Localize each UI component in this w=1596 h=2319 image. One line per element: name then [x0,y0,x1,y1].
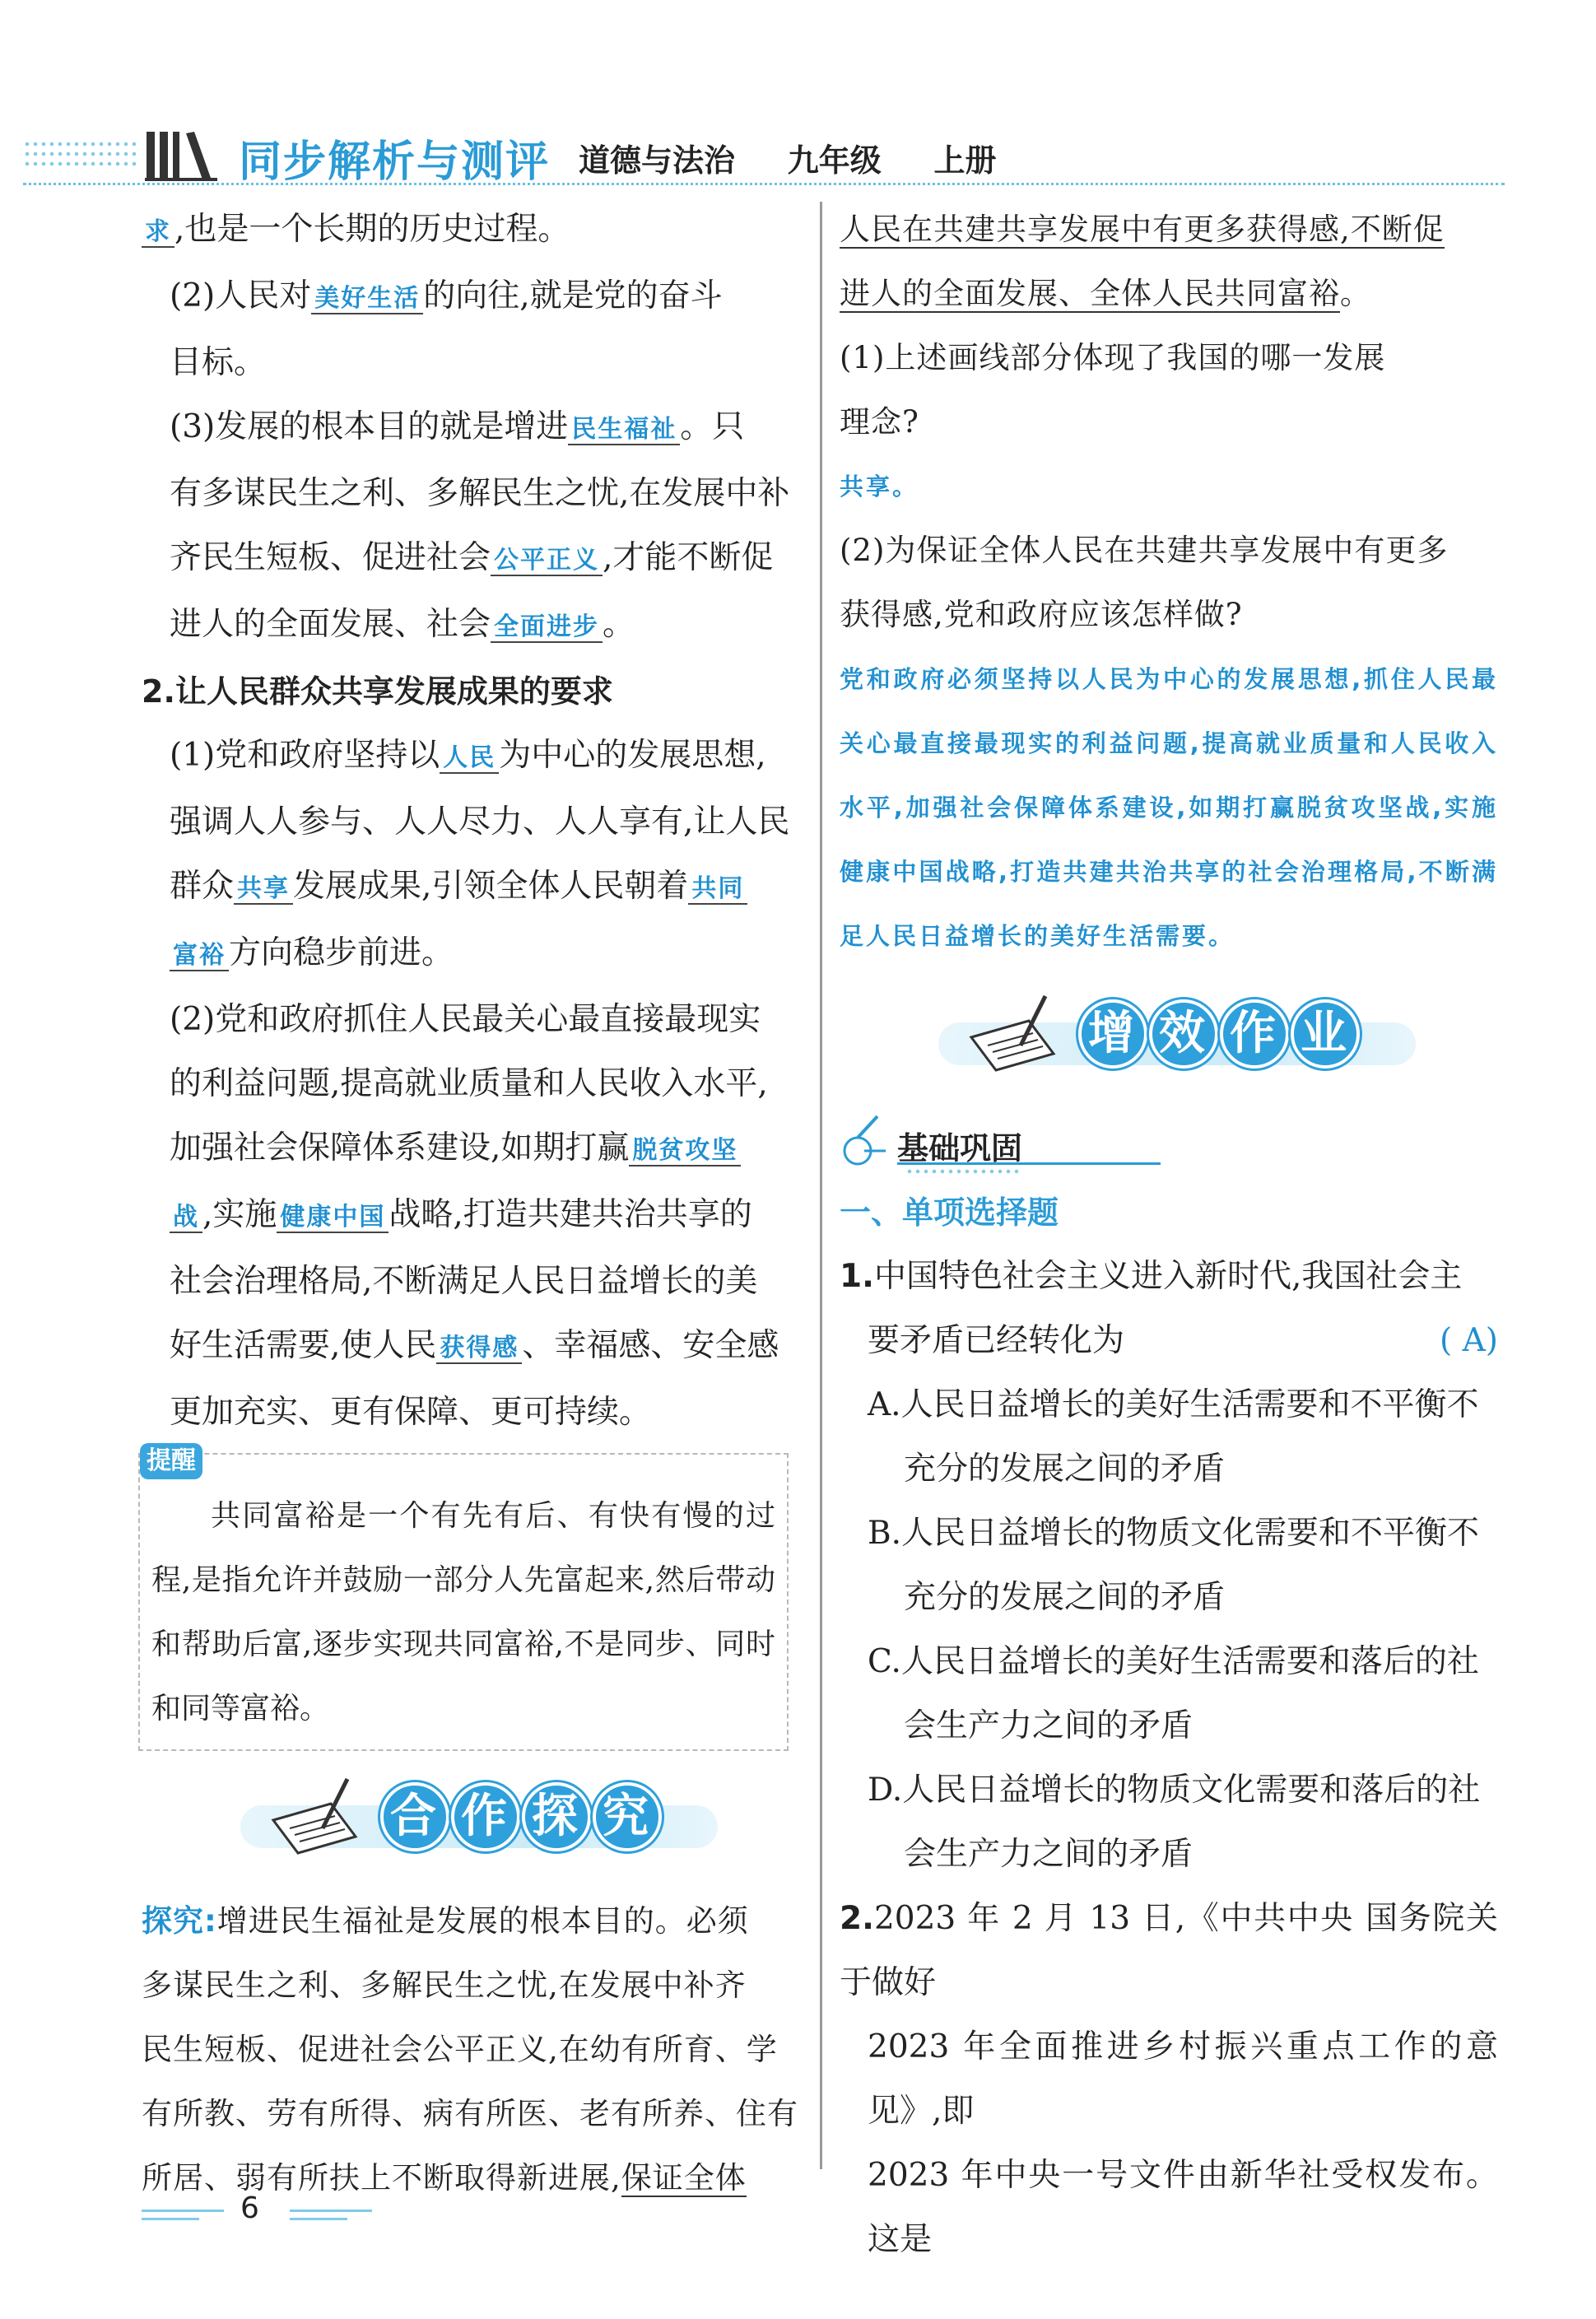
notebook-pen-icon [963,988,1062,1078]
tip-text: 共同富裕是一个有先有后、有快有慢的过程,是指允许并鼓励一部分人先富起来,然后带动和帮助后富,逐步实现共同富裕,不是同步、同时和同等富裕。 [151,1499,775,1725]
text: 群众 [170,868,235,905]
banner-char: 究 [593,1782,662,1851]
section-heading: 2.让人民群众共享发展成果的要求 [142,673,613,710]
text: 中国特色社会主义进入新时代,我国社会主 [873,1258,1463,1295]
banner-char: 合 [380,1782,449,1851]
text: 的向往,就是党的奋斗 [423,277,723,314]
text: 齐民生短板、促进社会 [170,539,491,576]
option-b-cont: 充分的发展之间的矛盾 [904,1579,1226,1616]
text-line: 的利益问题,提高就业质量和人民收入水平, [170,1065,768,1102]
homework-banner [840,980,1498,1095]
text: 增进民生福祉是发展的根本目的。必须 [216,1903,749,1939]
text: 。 [1340,276,1371,311]
tip-label: 提醒 [140,1443,202,1479]
blank-answer: 共同 [688,874,747,905]
explore-block [142,1889,800,2210]
text-line [142,1116,800,1183]
text-line: 多谋民生之利、多解民生之忧,在发展中补齐 [142,1967,747,2003]
page-footer [142,2191,389,2233]
text: 。只 [680,408,745,445]
tip-box [138,1446,789,1751]
text: 。 [603,606,635,643]
banner-title [1078,999,1361,1069]
cooperation-banner [142,1763,800,1878]
question-line [840,1309,1498,1373]
text: ,才能不断促 [603,539,774,576]
question-line: 2023 年全面推进乡村振兴重点工作的意见》,即 [868,2028,1498,2130]
section-rule [897,1162,1161,1165]
text-line: 强调人人参与、人人尽力、人人享有,让人民 [170,803,790,841]
option-a-cont: 充分的发展之间的矛盾 [904,1451,1226,1488]
header-dots [23,161,138,166]
page-number: 6 [240,2191,259,2225]
text: 要矛盾已经转化为 [868,1322,1125,1359]
header-subtitle [579,135,996,180]
right-column [840,198,1498,2272]
option-c: C.人民日益增长的美好生活需要和落后的社 [868,1643,1479,1680]
banner-char: 探 [522,1782,591,1851]
text-line [840,198,1498,262]
header-volume: 上册 [933,142,997,179]
question-line: 2023 年中央一号文件由新华社受权发布。这是 [868,2157,1498,2258]
text: 方向稳步前进。 [229,934,454,971]
question-line: 获得感,党和政府应该怎样做? [840,597,1243,632]
underlined-text: 保证全体 [621,2160,747,2196]
question-line [840,1245,1498,1309]
answer-text: 党和政府必须坚持以人民为中心的发展思想,抓住人民最关心最直接最现实的利益问题,提高就业质量和人民收入水平,加强社会保障体系建设,如期打赢脱贫攻坚战,实施健康中国战略,打造共建共治共享的社会治理格局,不断满足人民日益增长的美好生活需要。 [840,665,1498,950]
banner-char: 效 [1149,999,1218,1069]
page-header [23,123,1505,189]
text-line [142,854,800,921]
footer-rule [290,2218,347,2220]
blank-answer: 获得感 [436,1334,522,1364]
text: ,实施 [202,1196,277,1233]
text: 好生活需要,使人民 [170,1327,437,1364]
text-line [142,395,800,462]
question-number: 2. [840,1900,874,1937]
question-line: (2)为保证全体人民在共建共享发展中有更多 [840,533,1449,568]
text-line: 有所教、劳有所得、病有所医、老有所养、住有 [142,2096,798,2131]
text: 进人的全面发展、社会 [170,606,491,643]
footer-rule [290,2210,372,2212]
text: (1)党和政府坚持以 [170,737,440,774]
section-dots [905,1169,1021,1174]
banner-title [380,1782,663,1851]
text-line: 有多谋民生之利、多解民生之忧,在发展中补 [170,475,790,512]
explore-label: 探究: [142,1903,217,1939]
blank-answer: 富裕 [170,941,229,971]
section-tag [840,1106,1498,1180]
option-d: D.人民日益增长的物质文化需要和落后的社 [868,1772,1481,1809]
text: (3)发展的根本目的就是增进 [170,408,569,445]
subsection-heading: 一、单项选择题 [840,1194,1059,1231]
text: 加强社会保障体系建设,如期打赢 [170,1129,630,1166]
blank-answer: 民生福祉 [568,415,680,445]
answer-choice: ( A) [1440,1322,1498,1359]
left-column [142,198,800,2210]
text: 所居、弱有所扶上不断取得新进展, [142,2160,621,2196]
text-line [142,1183,800,1250]
banner-char: 增 [1078,999,1147,1069]
text-line [142,921,800,988]
question-line: 理念? [840,404,919,440]
column-divider [820,202,822,2169]
header-dots [23,142,138,147]
blank-answer: 公平正义 [491,546,603,576]
answer-text: 共享。 [840,473,919,501]
blank-answer: 健康中国 [277,1203,389,1233]
blank-answer: 全面进步 [491,612,603,643]
text: ,也是一个长期的历史过程。 [174,211,570,248]
text-line [142,1889,800,1953]
question-line [840,1887,1498,2015]
text-line: (2)党和政府抓住人民最关心最直接最现实 [170,1001,761,1038]
notebook-pen-icon [265,1771,364,1861]
text-line [840,262,1498,326]
footer-rule [142,2218,199,2220]
blank-answer: 人民 [440,743,499,774]
flask-icon [840,1111,889,1169]
header-title: 同步解析与测评 [239,137,551,187]
text-line [142,264,800,331]
text: 为中心的发展思想, [499,737,766,774]
option-d-cont: 会生产力之间的矛盾 [904,1836,1194,1873]
text-line [142,198,800,264]
text-line: 更加充实、更有保障、更可持续。 [170,1394,652,1431]
blank-answer: 共享 [234,874,293,905]
text-line: 民生短板、促进社会公平正义,在幼有所育、学 [142,2032,778,2067]
blank-answer: 美好生活 [311,284,423,314]
banner-char: 作 [451,1782,520,1851]
text: 战略,打造共建共治共享的 [389,1196,752,1233]
blank-answer: 脱贫攻坚 [629,1136,741,1166]
blank-answer: 战 [170,1203,202,1233]
footer-rule [142,2210,224,2212]
option-b: B.人民日益增长的物质文化需要和不平衡不 [868,1515,1480,1552]
question-number: 1. [840,1258,874,1295]
header-rule [23,183,1505,185]
text-line: 社会治理格局,不断满足人民日益增长的美 [170,1263,758,1300]
banner-char: 作 [1220,999,1289,1069]
header-subject: 道德与法治 [579,142,736,179]
text-line [142,593,800,659]
underlined-text: 进人的全面发展、全体人民共同富裕 [840,276,1340,311]
text: 、幸福感、安全感 [522,1327,779,1364]
blank-answer: 求 [142,217,174,248]
underlined-text: 人民在共建共享发展中有更多获得感,不断促 [840,212,1445,247]
text: 发展成果,引领全体人民朝着 [293,868,689,905]
text-line [142,724,800,790]
banner-char: 业 [1291,999,1360,1069]
option-c-cont: 会生产力之间的矛盾 [904,1707,1194,1744]
text: (2)人民对 [170,277,312,314]
books-icon [145,128,219,181]
text-line [142,1314,800,1381]
text: 2023 年 2 月 13 日,《中共中央 国务院关于做好 [840,1900,1498,2001]
header-grade: 九年级 [787,142,882,179]
text-line: 目标。 [170,344,267,381]
section-title: 基础巩固 [897,1130,1023,1166]
option-a: A.人民日益增长的美好生活需要和不平衡不 [868,1386,1479,1423]
question-line: (1)上述画线部分体现了我国的哪一发展 [840,340,1386,375]
text-line [142,526,800,593]
header-dots [23,151,138,156]
